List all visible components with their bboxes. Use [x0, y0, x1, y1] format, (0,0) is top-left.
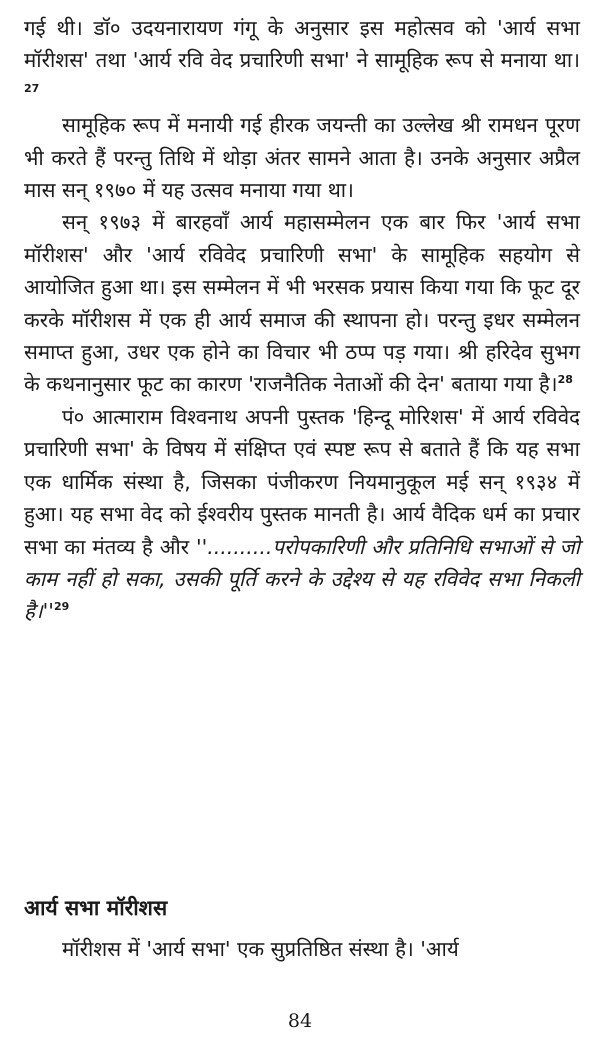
paragraph-5-text: मॉरीशस में 'आर्य सभा' एक सुप्रतिष्ठित संस्था है। 'आर्य: [62, 937, 459, 961]
paragraph-3: [24, 206, 580, 400]
paragraph-5: [24, 933, 580, 965]
footnote-ref-29: 29: [53, 600, 70, 614]
page-number: 84: [287, 1010, 313, 1032]
paragraph-2: [24, 109, 580, 206]
section-heading: आर्य सभा मॉरीशस: [24, 896, 168, 920]
footnote-ref-28: 28: [557, 373, 573, 387]
paragraph-2-text: सामूहिक रूप में मनायी गई हीरक जयन्ती का उल्लेख श्री रामधन पूरण भी करते हैं परन्तु तिथि में थोड़ा अंतर सामने आता है। उनके अनुसार अप्रैल मास सन् १९७० में यह उत्सव मनाया गया था।: [24, 113, 580, 203]
paragraph-3-text: सन् १९७३ में बारहवाँ आर्य महासम्मेलन एक बार फिर 'आर्य सभा मॉरीशस' और 'आर्य रविवेद प्रचारिणी सभा' के सामूहिक सहयोग से आयोजित हुआ था। इस सम्मेलन में भी भरसक प्रयास किया गया कि फूट दूर करके मॉरीशस में एक ही आर्य समाज की स्थापना हो। परन्तु इधर सम्मेलन समाप्त हुआ, उधर एक होने का विचार भी ठप्प पड़ गया। श्री हरिदेव सुभग के कथनानुसार फूट का कारण 'राजनैतिक नेताओं की देन' बताया गया है।: [24, 210, 580, 397]
paragraph-4-quote: ''..........परोपकारिणी और प्रतिनिधि सभाओं से जो काम नहीं हो सका, उसकी पूर्ति करने के उद्देश्य से यह रविवेद सभा निकली है।'': [24, 534, 580, 624]
footnote-ref-27: 27: [24, 81, 40, 95]
page-body: [24, 12, 580, 961]
paragraph-4: [24, 401, 580, 628]
paragraph-4-text: पं० आत्माराम विश्वनाथ अपनी पुस्तक 'हिन्दू मोरिशस' में आर्य रविवेद प्रचारिणी सभा' के विषय में संक्षिप्त एवं स्पष्ट रूप से बताते हैं कि यह सभा एक धार्मिक संस्था है, जिसका पंजीकरण नियमानुकूल मई सन् १९३४ में हुआ। यह सभा वेद को ईश्वरीय पुस्तक मानती है। आर्य वैदिक धर्म का प्रचार सभा का मंतव्य है और: [24, 404, 580, 559]
paragraph-1: [24, 12, 580, 109]
paragraph-1-text: गई थी। डॉ० उदयनारायण गंगू के अनुसार इस महोत्सव को 'आर्य सभा मॉरीशस' तथा 'आर्य रवि वेद प्रचारिणी सभा' ने सामूहिक रूप से मनाया था।: [24, 16, 580, 73]
